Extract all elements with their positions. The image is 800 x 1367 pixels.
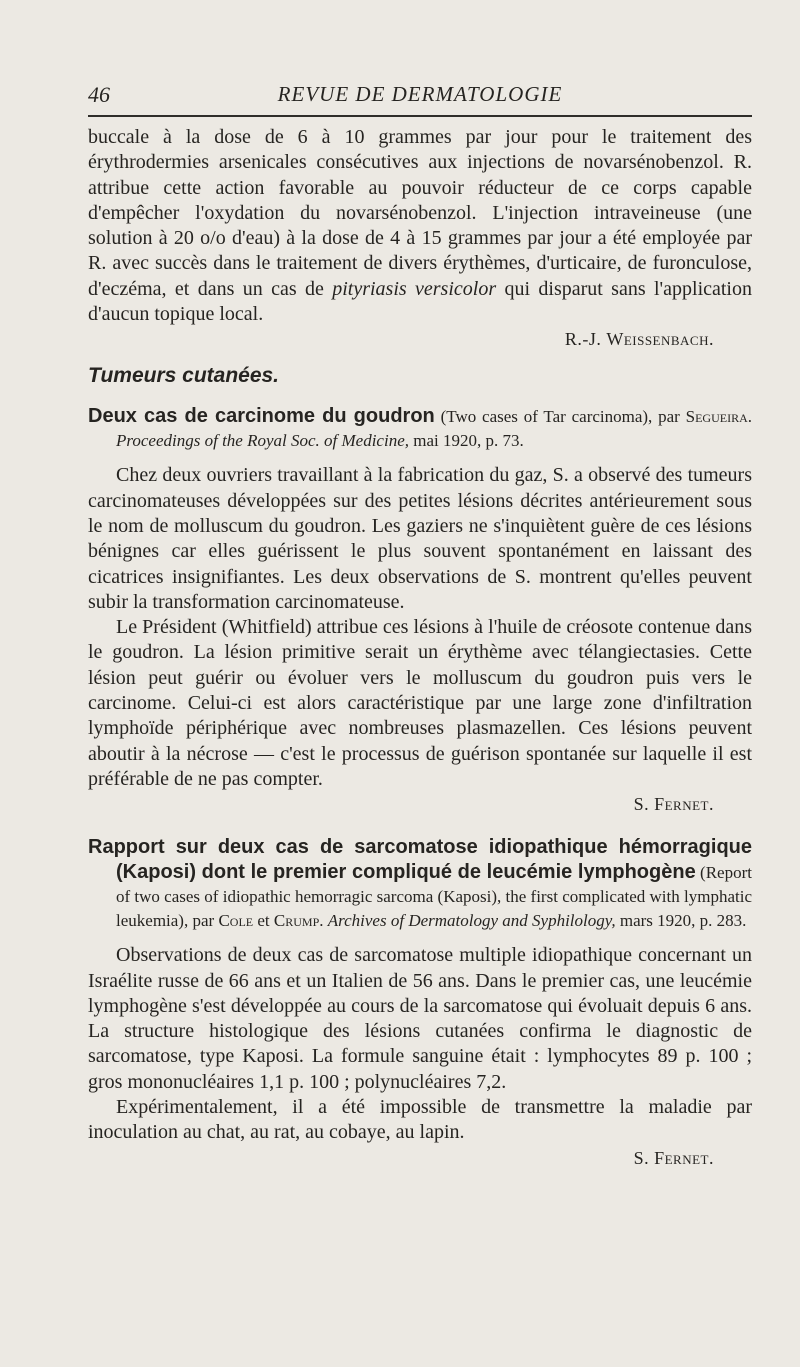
article-title <box>88 404 752 453</box>
article-title-bold: Deux cas de carcinome du goudron <box>88 405 435 428</box>
intro-signature <box>88 329 752 350</box>
article-body <box>88 463 752 792</box>
article-ref-text: (Two cases of Tar carcinoma), par <box>434 407 686 427</box>
article-kaposi-sarcoma <box>88 835 752 1168</box>
article-author: Segueira <box>685 407 748 427</box>
article-paragraph: Expérimentalement, il a été impossible de transmettre la maladie par inoculation au chat, au rat, au cobaye, au lapin. <box>88 1096 752 1144</box>
article-title-bold: Rapport sur deux cas de sarcomatose idiopathique hémorragique (Kaposi) dont le premier compliqué de leucémie lymphogène <box>88 836 752 884</box>
running-head: REVUE DE DERMATOLOGIE <box>277 82 563 106</box>
signature-name: Fernet. <box>654 794 714 815</box>
article-tar-carcinoma <box>88 404 752 815</box>
article-paragraph: Observations de deux cas de sarcomatose multiple idiopathique concernant un Israélite russe de 66 ans et un Italien de 56 ans. Dans le premier cas, une leucémie lymphogène s'est développée au cours de la sarcomatose qui évoluait depuis 6 ans. La structure histologique des lésions cutanées confirma le diagnostic de sarcomatose, type Kaposi. La formule sanguine était : lymphocytes 89 p. 100 ; gros mononucléaires 1,1 p. 100 ; polynucléaires 7,2. <box>88 944 752 1093</box>
signature-initials: R.-J. <box>564 329 607 350</box>
intro-text-part1: buccale à la dose de 6 à 10 grammes par jour pour le traitement des érythrodermies arsenicales consécutives aux injections de novarsénobenzol. R. attribue cette action favorable au pouvoir réducteur de ce corps capable d'empêcher l'oxydation du novarsénobenzol. L'injection intraveineuse (une solution à 20 o/o d'eau) à la dose de 4 à 15 grammes par jour a été employée par R. avec succès dans le traitement de divers érythèmes, d'urticaire, de furonculose, d'eczéma, et dans un cas de <box>88 126 752 300</box>
signature-initials: S. <box>633 794 655 815</box>
page-content <box>88 125 752 1169</box>
article-signature <box>88 794 752 815</box>
article-ref-date: mai 1920, p. 73. <box>409 431 524 451</box>
article-body <box>88 943 752 1145</box>
intro-italic-term: pityriasis versicolor <box>332 277 497 300</box>
page-number: 46 <box>88 82 110 107</box>
article-ref-date: mars 1920, p. 283. <box>615 911 747 931</box>
signature-name: Fernet. <box>654 1147 714 1168</box>
intro-text-part2: qui disparut sans l'application d'aucun topique local. <box>88 277 752 326</box>
article-ref-conjunction: et <box>253 911 274 931</box>
header-rule <box>88 115 752 117</box>
article-paragraph: Chez deux ouvriers travaillant à la fabrication du gaz, S. a observé des tumeurs carcinomateuses développées sur des petites lésions décrites antérieurement sous le nom de molluscum du goudron. Les gaziers ne s'inquiètent guère de ces lésions bénignes car elles guérissent le plus souvent spontanément en laissant des cicatrices insignifiantes. Les deux observations de S. montrent qu'elles peuvent subir la transformation carcinomateuse. <box>88 464 752 613</box>
section-heading: Tumeurs cutanées. <box>88 364 280 388</box>
article-signature <box>88 1148 752 1169</box>
article-author: Crump <box>273 911 320 931</box>
article-title <box>88 835 752 933</box>
article-ref-separator: . <box>747 407 753 427</box>
page-header <box>88 78 752 114</box>
article-ref-separator: . <box>319 911 328 931</box>
article-journal: Proceedings of the Royal Soc. of Medicine, <box>116 431 410 451</box>
article-author: Cole <box>218 911 254 931</box>
signature-initials: S. <box>633 1147 655 1168</box>
signature-name: Weissenbach. <box>606 329 714 350</box>
intro-paragraph <box>88 125 752 327</box>
article-paragraph: Le Président (Whitfield) attribue ces lésions à l'huile de créosote contenue dans le goudron. La lésion primitive serait un érythème avec télangiectasies. Cette lésion peut guérir ou évoluer vers le molluscum du goudron puis vers le carcinome. Celui-ci est alors caractéristique par une large zone d'infiltration lymphoïde périphérique avec nombreuses plasmazellen. Ces lésions peuvent aboutir à la nécrose — c'est le processus de guérison spontanée sur laquelle il est préférable de ne pas compter. <box>88 616 752 790</box>
article-ref-text: (Report of two cases of idiopathic hemorragic sarcoma (Kaposi), the first complicated with lymphatic leukemia), par <box>116 863 752 931</box>
article-journal: Archives of Dermatology and Syphilology, <box>327 911 616 931</box>
